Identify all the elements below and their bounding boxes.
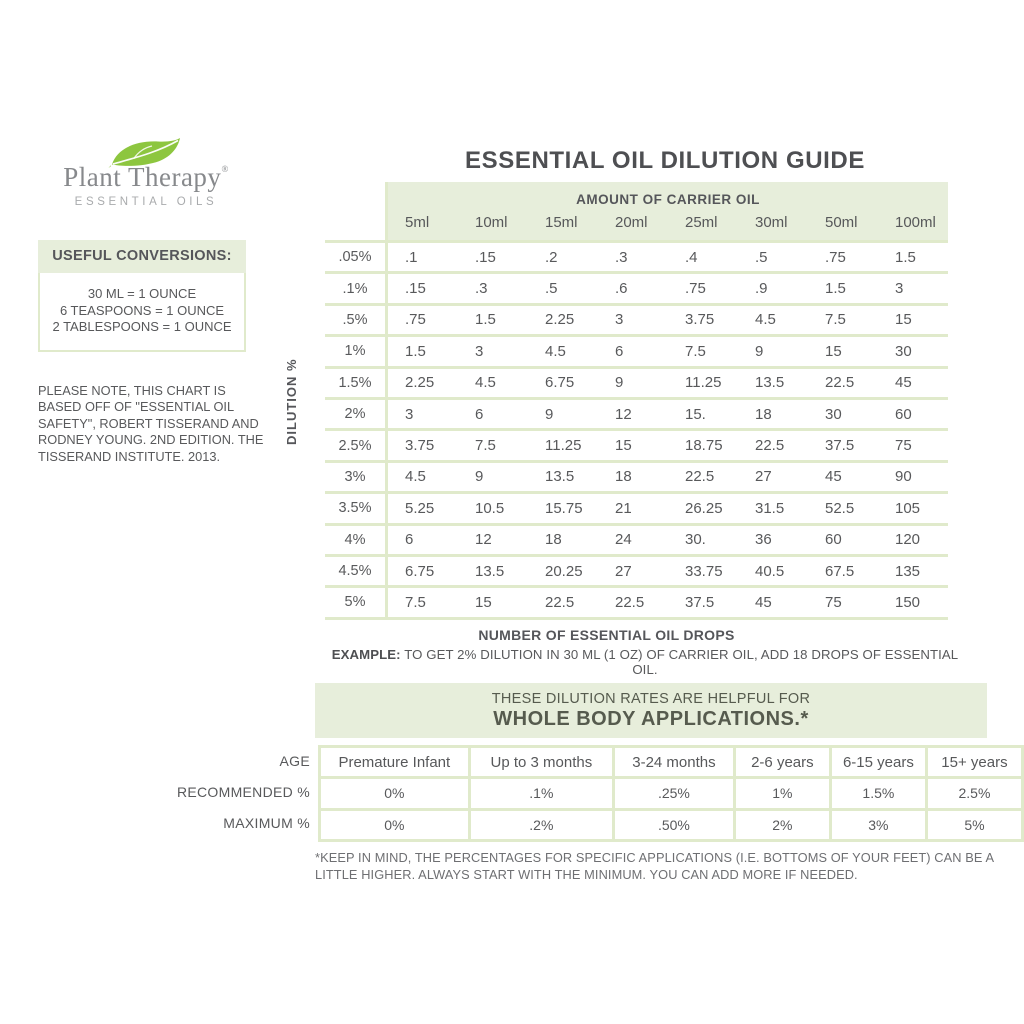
dilution-row <box>388 460 948 491</box>
drops-value: 15. <box>685 405 706 423</box>
drops-value: 3.75 <box>405 437 435 455</box>
drops-value: 21 <box>615 499 632 517</box>
age-row-label: RECOMMENDED % <box>176 783 310 800</box>
age-row-label: AGE <box>279 752 310 769</box>
drops-value: 90 <box>895 468 912 486</box>
drops-value: 30 <box>825 405 842 423</box>
drops-value: 15 <box>615 437 632 455</box>
drops-value: 6.75 <box>545 374 575 392</box>
age-column-header: 15+ years <box>926 747 1022 778</box>
whole-body-applications-header <box>315 683 987 738</box>
drops-value: 30. <box>685 531 706 549</box>
drops-value: 30 <box>895 342 912 360</box>
applications-footnote: *KEEP IN MIND, THE PERCENTAGES FOR SPECIFIC APPLICATIONS (I.E. BOTTOMS OF YOUR FEET) CAN BE A LITTLE HIGHER. ALWAYS START WITH THE MINIMUM. YOU CAN ADD MORE IF NEEDED. <box>315 850 994 882</box>
recommended-value: 1% <box>734 778 830 809</box>
dilution-percent-column <box>325 182 385 620</box>
dilution-row <box>388 366 948 397</box>
recommended-value: 2.5% <box>926 778 1022 809</box>
column-header-20ml: 20ml <box>615 214 648 231</box>
drops-value: 1.5 <box>895 248 916 266</box>
drops-value: 18 <box>545 531 562 549</box>
drops-value: 4.5 <box>755 311 776 329</box>
dilution-row-label: 1.5% <box>325 366 385 397</box>
drops-value: .5 <box>545 280 558 298</box>
recommended-value: .1% <box>469 778 613 809</box>
dilution-row <box>388 554 948 585</box>
dilution-row <box>388 334 948 365</box>
drops-value: 15 <box>475 593 492 611</box>
dilution-row <box>388 240 948 271</box>
drops-value: 13.5 <box>475 562 505 580</box>
drops-footer-label: NUMBER OF ESSENTIAL OIL DROPS <box>478 627 735 643</box>
drops-value: 7.5 <box>475 437 496 455</box>
column-header-25ml: 25ml <box>685 214 718 231</box>
drops-value: 15 <box>895 311 912 329</box>
drops-value: 52.5 <box>825 499 855 517</box>
dilution-row-label: .1% <box>325 271 385 302</box>
drops-value: 9 <box>545 405 554 423</box>
maximum-value: 0% <box>320 809 470 840</box>
drops-value: 105 <box>895 499 921 517</box>
age-column-header: 2-6 years <box>734 747 830 778</box>
drops-value: 60 <box>825 531 842 549</box>
drops-value: 33.75 <box>685 562 723 580</box>
age-column-header: Up to 3 months <box>469 747 613 778</box>
drops-value: 120 <box>895 531 921 549</box>
dilution-row-label: 2% <box>325 397 385 428</box>
drops-value: 2.25 <box>545 311 575 329</box>
example-text <box>325 647 965 677</box>
drops-value: 18 <box>755 405 772 423</box>
maximum-value: .50% <box>614 809 735 840</box>
drops-value: 1.5 <box>475 311 496 329</box>
recommended-row <box>320 778 1023 809</box>
drops-value: 22.5 <box>755 437 785 455</box>
age-table-header-row <box>320 747 1023 778</box>
drops-value: 67.5 <box>825 562 855 580</box>
example-prefix: EXAMPLE: <box>331 647 401 662</box>
drops-value: 9 <box>755 342 764 360</box>
column-header-10ml: 10ml <box>475 214 508 231</box>
drops-value: 22.5 <box>615 593 645 611</box>
example-body: TO GET 2% DILUTION IN 30 ML (1 OZ) OF CARRIER OIL, ADD 18 DROPS OF ESSENTIAL OIL. <box>400 647 959 677</box>
drops-value: 22.5 <box>545 593 575 611</box>
drops-value: .3 <box>615 248 628 266</box>
drops-value: 45 <box>825 468 842 486</box>
dilution-row-label: .5% <box>325 303 385 334</box>
drops-value: .2 <box>545 248 558 266</box>
brand-tagline: ESSENTIAL OILS <box>74 196 218 208</box>
drops-value: 3.75 <box>685 311 715 329</box>
drops-value: 4.5 <box>405 468 426 486</box>
drops-value: 36 <box>755 531 772 549</box>
dilution-header-spacer <box>325 182 385 240</box>
maximum-value: .2% <box>469 809 613 840</box>
drops-value: 7.5 <box>685 342 706 360</box>
useful-conversions-box <box>38 240 246 352</box>
drops-value: 45 <box>755 593 772 611</box>
drops-value: 18.75 <box>685 437 723 455</box>
drops-value: 18 <box>615 468 632 486</box>
drops-value: 11.25 <box>685 374 722 392</box>
drops-value: 9 <box>475 468 484 486</box>
age-row-label: MAXIMUM % <box>223 815 310 832</box>
drops-value: 3 <box>475 342 484 360</box>
drops-value: 9 <box>615 374 624 392</box>
drops-value: 75 <box>825 593 842 611</box>
drops-value: 22.5 <box>825 374 855 392</box>
drops-value: 37.5 <box>825 437 855 455</box>
drops-value: 24 <box>615 531 632 549</box>
maximum-value: 3% <box>830 809 926 840</box>
dilution-row <box>388 428 948 459</box>
drops-value: 6 <box>615 342 624 360</box>
column-header-30ml: 30ml <box>755 214 788 231</box>
drops-value: .75 <box>825 248 846 266</box>
drops-value: 13.5 <box>755 374 785 392</box>
drops-value: 6.75 <box>405 562 435 580</box>
drops-value: .5 <box>755 248 768 266</box>
dilution-row-label: 3.5% <box>325 491 385 522</box>
drops-value: 1.5 <box>405 342 426 360</box>
drops-value: 60 <box>895 405 912 423</box>
drops-value: 31.5 <box>755 499 785 517</box>
drops-value: .75 <box>405 311 426 329</box>
drops-value: 4.5 <box>545 342 566 360</box>
drops-value: .15 <box>405 280 426 298</box>
carrier-oil-grid <box>385 182 948 620</box>
carrier-oil-header-title: AMOUNT OF CARRIER OIL <box>576 192 760 207</box>
drops-value: .15 <box>475 248 496 266</box>
drops-value: 11.25 <box>545 437 582 455</box>
drops-value: 7.5 <box>405 593 426 611</box>
recommended-value: 0% <box>320 778 470 809</box>
dilution-row <box>388 491 948 522</box>
drops-value: 22.5 <box>685 468 715 486</box>
age-column-header: Premature Infant <box>320 747 470 778</box>
drops-value: 13.5 <box>545 468 575 486</box>
dilution-row <box>388 271 948 302</box>
drops-value: 12 <box>615 405 632 423</box>
drops-value: 5.25 <box>405 499 435 517</box>
maximum-value: 5% <box>926 809 1022 840</box>
drops-value: .1 <box>405 248 418 266</box>
dilution-table <box>325 182 948 620</box>
drops-value: 7.5 <box>825 311 846 329</box>
dilution-row <box>388 303 948 334</box>
drops-value: 150 <box>895 593 921 611</box>
drops-value: 27 <box>615 562 632 580</box>
drops-value: .9 <box>755 280 768 298</box>
drops-value: .6 <box>615 280 628 298</box>
drops-value: 27 <box>755 468 772 486</box>
page-title: ESSENTIAL OIL DILUTION GUIDE <box>465 147 865 174</box>
dilution-row-label: .05% <box>325 240 385 271</box>
dilution-row-label: 4.5% <box>325 554 385 585</box>
drops-value: 3 <box>615 311 624 329</box>
applications-subtitle: THESE DILUTION RATES ARE HELPFUL FOR <box>491 691 811 707</box>
drops-value: .75 <box>685 280 706 298</box>
dilution-row-label: 2.5% <box>325 428 385 459</box>
dilution-row <box>388 397 948 428</box>
dilution-row-label: 1% <box>325 334 385 365</box>
dilution-row-label: 3% <box>325 460 385 491</box>
age-column-header: 6-15 years <box>830 747 926 778</box>
carrier-oil-header <box>388 182 948 240</box>
drops-value: 6 <box>475 405 484 423</box>
dilution-grid-rows <box>388 240 948 617</box>
drops-value: .4 <box>685 248 698 266</box>
drops-value: 10.5 <box>475 499 505 517</box>
recommended-value: .25% <box>614 778 735 809</box>
drops-value: 20.25 <box>545 562 583 580</box>
dilution-row-label: 5% <box>325 585 385 616</box>
column-header-15ml: 15ml <box>545 214 578 231</box>
dilution-row <box>388 585 948 616</box>
dilution-row <box>388 523 948 554</box>
maximum-row <box>320 809 1023 840</box>
drops-value: 3 <box>895 280 904 298</box>
drops-value: .3 <box>475 280 488 298</box>
brand-name: Plant Therapy® <box>63 162 229 192</box>
drops-value: 40.5 <box>755 562 785 580</box>
drops-value: 26.25 <box>685 499 723 517</box>
dilution-percent-axis-label: DILUTION % <box>284 358 299 446</box>
drops-value: 3 <box>405 405 414 423</box>
conversions-header: USEFUL CONVERSIONS: <box>38 240 246 273</box>
maximum-value: 2% <box>734 809 830 840</box>
column-header-5ml: 5ml <box>405 214 430 231</box>
column-header-50ml: 50ml <box>825 214 858 231</box>
drops-value: 15.75 <box>545 499 583 517</box>
drops-value: 1.5 <box>825 280 846 298</box>
plant-therapy-logo <box>56 138 236 208</box>
drops-value: 15 <box>825 342 842 360</box>
applications-title: WHOLE BODY APPLICATIONS.* <box>493 708 809 730</box>
conversion-item: 6 TEASPOONS = 1 OUNCE <box>59 302 225 318</box>
drops-value: 2.25 <box>405 374 435 392</box>
drops-value: 135 <box>895 562 921 580</box>
dilution-row-label: 4% <box>325 523 385 554</box>
drops-value: 37.5 <box>685 593 715 611</box>
carrier-oil-column-headers <box>388 214 948 231</box>
drops-value: 45 <box>895 374 912 392</box>
conversions-list <box>38 273 246 352</box>
column-header-100ml: 100ml <box>895 214 936 231</box>
recommended-value: 1.5% <box>830 778 926 809</box>
drops-value: 6 <box>405 531 414 549</box>
source-note: PLEASE NOTE, THIS CHART IS BASED OFF OF "ESSENTIAL OIL SAFETY", ROBERT TISSERAND AND RODNEY YOUNG. 2ND EDITION. THE TISSERAND INSTITUTE. 2013. <box>38 383 264 464</box>
conversion-item: 2 TABLESPOONS = 1 OUNCE <box>52 319 232 334</box>
registered-mark: ® <box>221 164 229 174</box>
age-column-header: 3-24 months <box>614 747 735 778</box>
drops-value: 12 <box>475 531 492 549</box>
drops-value: 75 <box>895 437 912 455</box>
age-table <box>318 745 1024 842</box>
age-row-labels <box>100 745 310 839</box>
drops-value: 4.5 <box>475 374 496 392</box>
conversion-item: 30 ML = 1 OUNCE <box>87 286 197 301</box>
